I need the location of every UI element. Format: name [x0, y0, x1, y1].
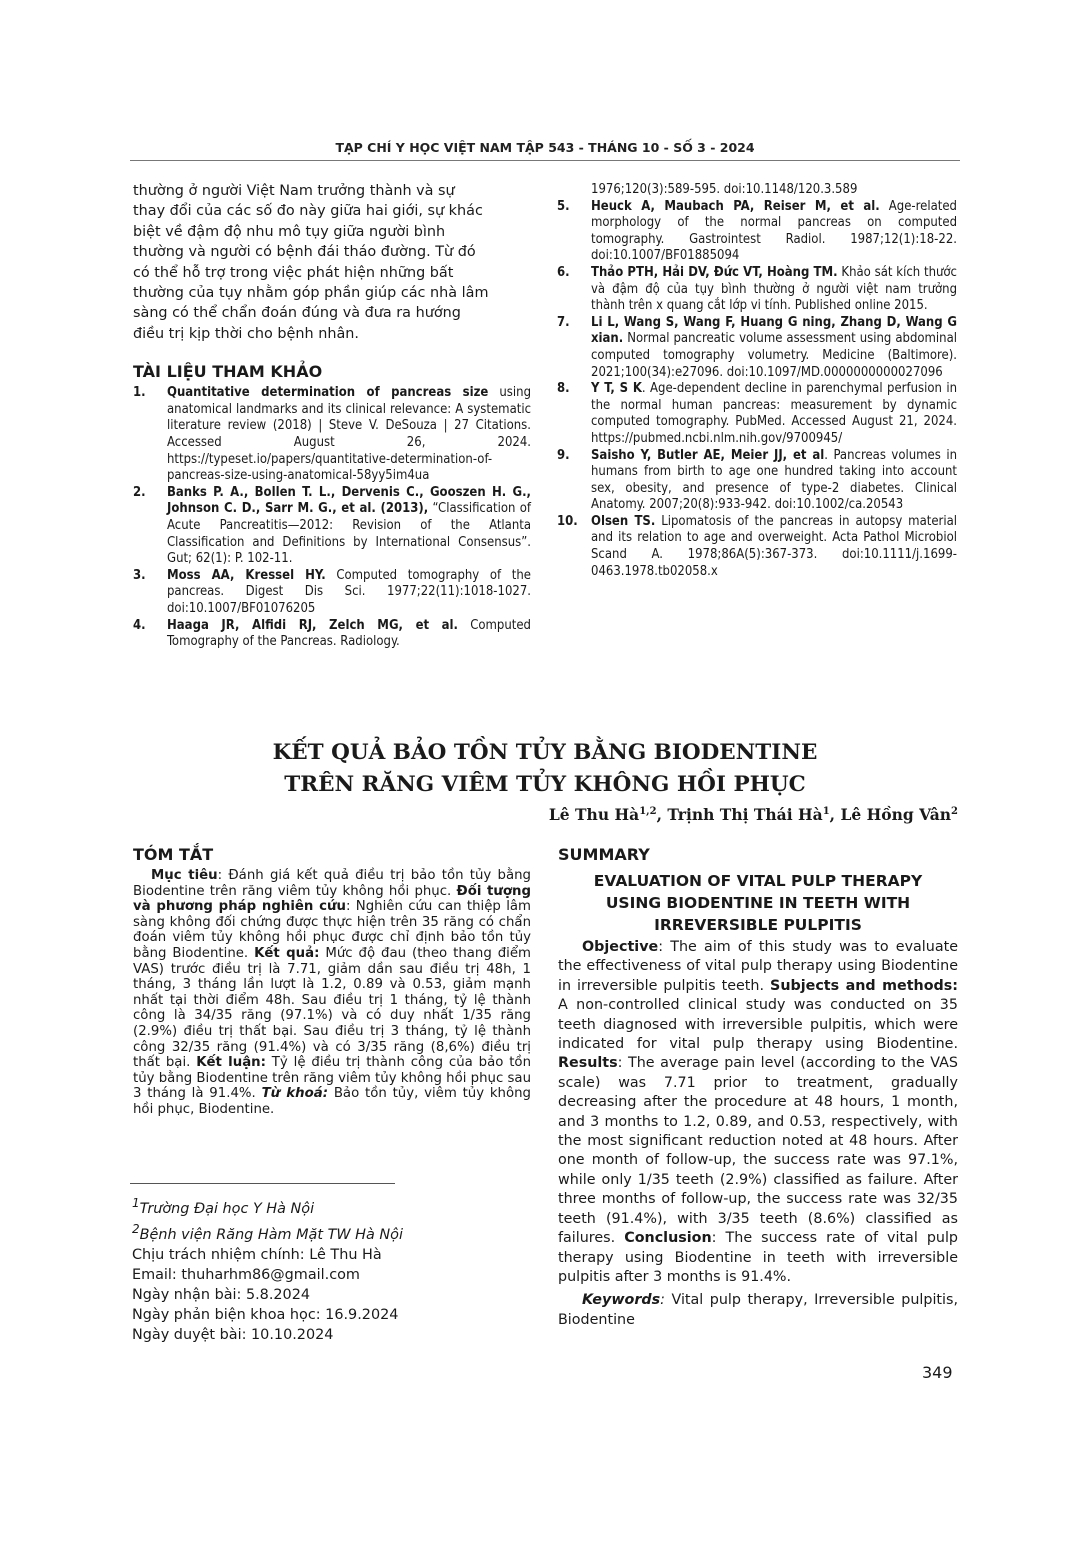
author-name: Lê Hồng Vân	[840, 805, 952, 824]
intro-line: thường ở người Việt Nam trưởng thành và sự	[133, 183, 455, 199]
reference-text: Computed tomography of the pancreas. Digest Dis Sci. 1977;22(11):1018-1027. doi:10.1007/BF01076205	[167, 567, 531, 616]
abstract-en-body	[558, 938, 958, 1287]
reference-item	[133, 568, 531, 618]
abstract-label: Kết quả:	[254, 945, 320, 961]
abstract-label: Keywords	[582, 1292, 661, 1309]
reference-item	[557, 448, 957, 514]
affiliation-text: Bệnh viện Răng Hàm Mặt TW Hà Nội	[139, 1226, 403, 1243]
intro-line: thay đổi của các số đo này giữa hai giới, sự khác	[133, 203, 483, 220]
reference-item	[133, 618, 531, 651]
abstract-text: A non-controlled clinical study was conducted on 35 teeth diagnosed with irreversible pulpitis, which were indicated for vital pulp therapy using Biodentine.	[558, 997, 958, 1053]
abstract-vi	[133, 845, 531, 1118]
reference-text: . Age-dependent decline in parenchymal perfusion in the normal human pancreas: measurement by dynamic computed tomography. PubMed. Accessed August 21, 2024. https://pubmed.ncbi.nlm.nih.gov/9700945/	[591, 381, 957, 446]
author-name: Lê Thu Hà	[548, 805, 640, 824]
reference-number: 1.	[133, 385, 146, 401]
abstract-en-title-line: USING BIODENTINE IN TEETH WITH	[605, 894, 911, 912]
reference-text: Lipomatosis of the pancreas in autopsy material and its relation to age and overweight. Acta Pathol Microbiol Scand A. 1978;86A(5):367-373. doi:10.1111/j.1699-0463.1978.tb02058.x	[591, 513, 958, 579]
reference-item	[557, 381, 957, 447]
intro-line: có thể hỗ trợ trong việc phát hiện những bất	[133, 264, 454, 281]
reference-text: using anatomical landmarks and its clinical relevance: A systematic literature review (2018) | Steve V. DeSouza | 27 Citations. Accessed August 26, 2024. https://typeset.io/papers/quantitative-determination-of-pancreas-size-using-anatomical-58yy5im4ua	[167, 385, 531, 484]
reference-number: 2.	[133, 484, 146, 500]
abstract-text: Bảo tồn tủy, viêm tủy không hồi phục, Biodentine.	[133, 1086, 531, 1117]
reference-number: 8.	[557, 381, 570, 397]
abstract-label: Results	[558, 1055, 618, 1072]
reference-text: Khảo sát kích thước và đậm độ của tụy bình thường ở người việt nam trưởng thành trên x quang cắt lớp vi tính. Published online 2015.	[591, 264, 957, 314]
header-rule	[130, 160, 960, 161]
reference-text: 1976;120(3):589-595. doi:10.1148/120.3.589	[591, 182, 858, 197]
author-name: Trịnh Thị Thái Hà	[667, 805, 823, 824]
abstract-keywords-colon: :	[660, 1292, 665, 1309]
reference-authors: Moss AA, Kressel HY.	[167, 567, 326, 583]
journal-header: TẠP CHÍ Y HỌC VIỆT NAM TẬP 543 - THÁNG 10 - SỐ 3 - 2024	[335, 140, 755, 155]
abstract-label: Kết luận:	[196, 1055, 266, 1071]
page-number: 349	[922, 1363, 953, 1382]
abstract-text: : The average pain level (according to the VAS scale) was 7.71 prior to treatment, gradually decreasing after the procedure at 48 hours, 1 month, and 3 months to 1.2, 0.89, and 0.53, respectively, with the most significant reduction noted at 48 hours. After one month of follow-up, the success rate was 97.1%, while only 1/35 teeth (2.9%) classified as failure. After three months of follow-up, the success rate was 32/35 teeth (91.4%), with 3/35 teeth (8.6%) classified as failures.	[558, 1055, 958, 1247]
abstract-vi-heading: TÓM TẮT	[133, 845, 214, 864]
email: Email: thuharhm86@gmail.com	[132, 1266, 360, 1283]
reference-item	[133, 385, 531, 485]
author-list: Lê Thu Hà$^{1,2}$, Trịnh Thị Thái $Hà^1$, Lê Hồng Vân$^2$	[548, 805, 958, 824]
abstract-label: Conclusion	[624, 1230, 712, 1247]
intro-line: sàng có thể chẩn đoán đúng và đưa ra hướng	[133, 305, 461, 322]
abstract-text: Tỷ lệ điều trị thành công của bảo tồn tủy bằng Biodentine trên răng viêm tủy không hồi phục sau 3 tháng là 91.4%.	[133, 1055, 531, 1102]
abstract-vi-body	[133, 868, 531, 1118]
reference-number: 10.	[557, 513, 578, 529]
reference-text: Normal pancreatic volume assessment using abdominal computed tomography volumetry. Medicine (Baltimore). 2021;100(34):e27096. doi:10.1097/MD.0000000000027096	[591, 331, 957, 380]
author-affiliation-mark: 1	[822, 805, 830, 817]
reference-item	[557, 265, 957, 315]
footnotes	[132, 1193, 403, 1345]
abstract-en-heading: SUMMARY	[558, 845, 650, 864]
reference-authors: Saisho Y, Butler AE, Meier JJ, et al	[591, 447, 825, 463]
abstract-en	[558, 845, 958, 1330]
review-date: Ngày phản biện khoa học: 16.9.2024	[132, 1306, 399, 1323]
affiliation-1	[132, 1193, 403, 1219]
abstract-label: Từ khoá:	[261, 1086, 329, 1102]
affiliation-text: Trường Đại học Y Hà Nội	[139, 1200, 315, 1217]
references-list-left	[133, 385, 531, 651]
abstract-text: : The aim of this study was to evaluate the effectiveness of vital pulp therapy using Biodentine in irreversible pulpitis teeth.	[558, 939, 958, 994]
article-title-line: KẾT QUẢ BẢO TỒN TỦY BẰNG BIODENTINE	[272, 740, 818, 765]
abstract-text: Vital pulp therapy, Irreversible pulpitis, Biodentine	[558, 1292, 958, 1328]
affiliation-mark: 2	[132, 1221, 140, 1236]
intro-line: thường của tụy nhằm góp phần giúp các nhà lâm	[133, 285, 489, 302]
reference-authors: Y T, S K	[591, 381, 642, 397]
abstract-label: Đối tượng và phương pháp nghiên cứu	[133, 883, 531, 915]
reference-number: 6.	[557, 264, 570, 280]
article-title-line: TRÊN RĂNG VIÊM TỦY KHÔNG HỒI PHỤC	[284, 772, 806, 797]
reference-item	[557, 514, 957, 580]
abstract-en-keywords	[558, 1291, 958, 1330]
reference-item	[133, 485, 531, 568]
abstract-text: Mức độ đau (theo thang điểm VAS) trước điều trị là 7.71, giảm dần sau điều trị 48h, 1 tháng, 3 tháng lần lượt là 1.2, 0.89 và 0.53, giảm mạnh nhất tại thời điểm 48h. Sau điều trị 1 tháng, tỷ lệ thành công là 34/35 răng (97.1%) và có duy nhất 1/35 răng (2.9%) điều trị thất bại. Sau điều trị 3 tháng, tỷ lệ thành công 32/35 răng (91.4%) và có 3/35 răng (8,6%) điều trị thất bại.	[133, 945, 531, 1071]
reference-item	[557, 199, 957, 265]
reference-authors: Banks P. A., Bollen T. L., Dervenis C., Gooszen H. G., Johnson C. D., Sarr M. G., et al. (2013),	[167, 484, 531, 517]
footnote-rule	[130, 1183, 395, 1184]
received-date: Ngày nhận bài: 5.8.2024	[132, 1286, 311, 1303]
reference-authors: Thảo PTH, Hải DV, Đức VT, Hoàng TM.	[591, 264, 838, 280]
reference-authors: Li L, Wang S, Wang F, Huang G ning, Zhang D, Wang G xian.	[591, 314, 957, 347]
abstract-label: Subjects and methods:	[770, 977, 958, 994]
article-title	[130, 737, 960, 801]
reference-text: “Classification of Acute Pancreatitis—2012: Revision of the Atlanta Classification and Definitions by International Consensus”. Gut; 62(1): P. 102-11.	[167, 501, 531, 567]
reference-item	[557, 315, 957, 381]
abstract-en-title	[558, 870, 958, 936]
intro-line: điều trị kịp thời cho bệnh nhân.	[133, 325, 359, 342]
reference-number: 3.	[133, 567, 146, 583]
intro-line: biệt về đậm độ nhu mô tụy giữa người bình	[133, 223, 446, 240]
intro-line: thường và người có bệnh đái tháo đường. Từ đó	[133, 244, 476, 261]
abstract-en-title-line: EVALUATION OF VITAL PULP THERAPY	[593, 872, 923, 890]
author-affiliation-mark: 1,2	[639, 805, 657, 817]
abstract-en-title-line: IRREVERSIBLE PULPITIS	[654, 916, 862, 934]
reference-number: 7.	[557, 314, 570, 330]
reference-authors: Heuck A, Maubach PA, Reiser M, et al.	[591, 198, 880, 214]
reference-authors: Olsen TS.	[591, 513, 656, 529]
abstract-text: : Nghiên cứu can thiệp lâm sàng không đối chứng được thực hiện trên 35 răng có chẩn đoán viêm tủy không hồi phục được chỉ định bảo tồn tủy bằng Biodentine.	[133, 899, 531, 961]
right-column-top	[557, 182, 957, 580]
corresponding-author: Chịu trách nhiệm chính: Lê Thu Hà	[132, 1246, 382, 1263]
abstract-label: Objective	[582, 939, 659, 955]
reference-number: 9.	[557, 447, 570, 463]
reference-text: Computed Tomography of the Pancreas. Radiology.	[167, 617, 531, 650]
reference-text: . Pancreas volumes in humans from birth to age one hundred taking into account sex, obesity, and presence of type-2 diabetes. Clinical Anatomy. 2007;20(8):933-942. doi:10.1002/ca.20543	[591, 447, 957, 513]
intro-paragraph	[133, 181, 531, 344]
left-column-top	[133, 181, 531, 651]
reference-authors: Quantitative determination of pancreas size	[167, 385, 489, 401]
reference-number: 5.	[557, 198, 570, 214]
affiliation-2	[132, 1219, 403, 1245]
reference-number: 4.	[133, 617, 146, 633]
abstract-label: Mục tiêu	[151, 868, 218, 883]
references-title: TÀI LIỆU THAM KHẢO	[133, 362, 323, 382]
reference-text: Age-related morphology of the normal pancreas on computed tomography. Gastrointest Radiol. 1987;12(1):18-22. doi:10.1007/BF01885094	[591, 198, 957, 264]
affiliation-mark: 1	[132, 1196, 140, 1210]
reference-authors: Haaga JR, Alfidi RJ, Zelch MG, et al.	[167, 617, 458, 633]
abstract-text: : The success rate of vital pulp therapy using Biodentine in teeth with irreversible pulpitis after 3 months is 91.4%.	[558, 1230, 959, 1285]
abstract-text: : Đánh giá kết quả điều trị bảo tồn tủy bằng Biodentine trên răng viêm tủy không hồi phục.	[133, 868, 531, 899]
author-affiliation-mark: 2	[951, 805, 958, 817]
references-list-right	[557, 182, 957, 580]
accepted-date: Ngày duyệt bài: 10.10.2024	[132, 1326, 334, 1343]
reference-continuation	[557, 182, 957, 199]
